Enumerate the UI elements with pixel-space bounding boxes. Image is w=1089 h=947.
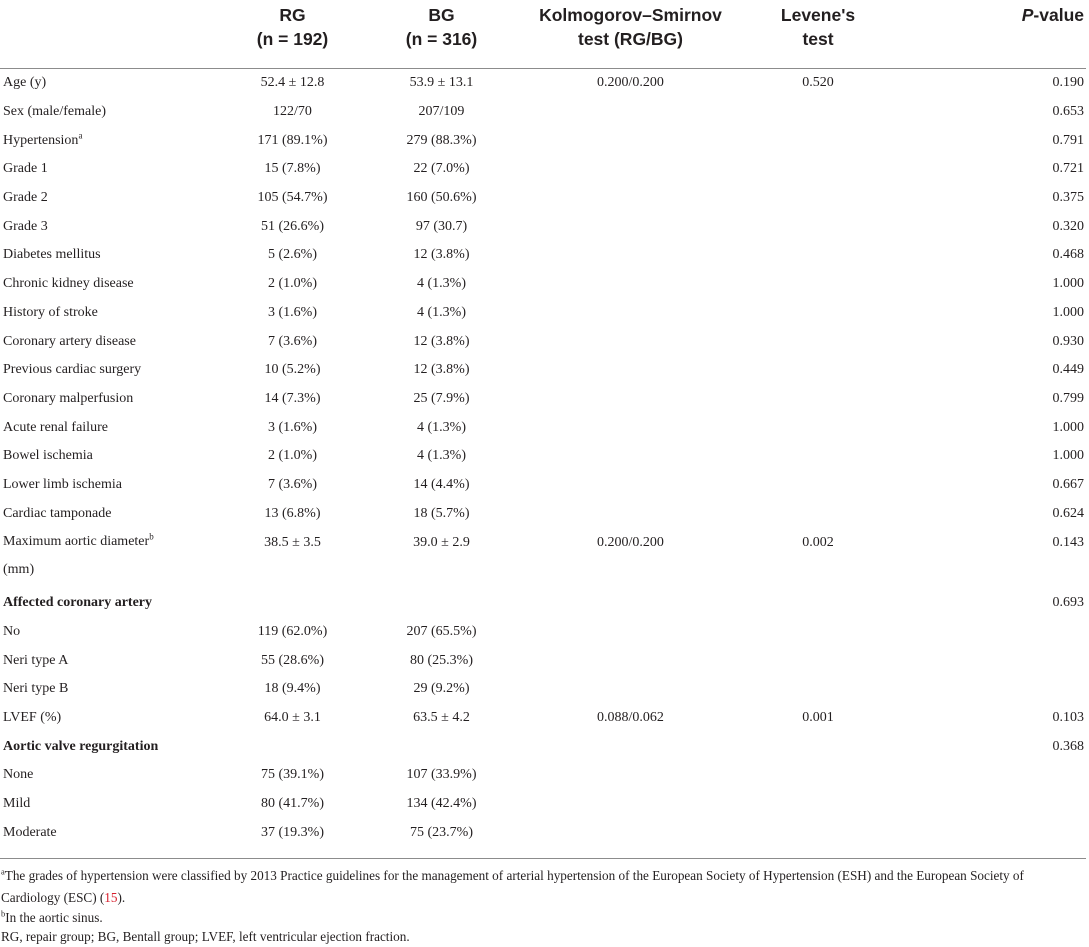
levene-test-cell: 0.001 [802,710,834,726]
row-label: Neri type B [3,681,69,697]
p-value-cell [898,761,1086,790]
ks-test-cell [523,126,738,155]
levene-test-cell [738,385,898,414]
bg-value-cell [360,732,523,761]
row-label-cell [0,212,225,241]
levene-test-cell [738,155,898,184]
bg-value-cell: 107 (33.9%) [406,767,477,783]
ks-test-cell [523,675,738,704]
p-value-cell [898,790,1086,819]
rg-value-cell: 51 (26.6%) [261,218,324,234]
ks-test-cell [523,299,738,328]
bg-value-cell: 53.9 ± 13.1 [409,75,474,91]
ks-test-cell [523,212,738,241]
row-label-cell [0,270,225,299]
levene-test-cell [738,270,898,299]
table-row [0,528,1086,589]
levene-test-cell [738,327,898,356]
header-row [0,0,1086,69]
row-label: Coronary artery disease [3,333,136,349]
bg-value-cell: 4 (1.3%) [417,276,466,292]
ks-test-cell [523,819,738,848]
header-levene-sub: test [802,29,834,49]
p-value-cell: 0.368 [1052,738,1084,754]
header-levene [738,0,898,69]
row-label-cell [0,646,225,675]
bg-value-cell: 207/109 [418,104,465,120]
ks-test-cell [523,155,738,184]
levene-test-cell [738,499,898,528]
rg-value-cell: 3 (1.6%) [268,419,317,435]
p-value-cell: 0.721 [1052,161,1084,177]
p-value-cell: 0.930 [1052,333,1084,349]
p-value-cell: 0.103 [1052,710,1084,726]
p-value-cell: 0.667 [1052,476,1084,492]
row-label-cell [0,704,225,733]
row-label-cell [0,98,225,127]
rg-value-cell: 105 (54.7%) [257,190,328,206]
rg-value-cell: 75 (39.1%) [261,767,324,783]
rg-value-cell: 15 (7.8%) [264,161,321,177]
footnote-a-marker: a [1,866,5,877]
table-row [0,819,1086,848]
ks-test-cell [523,413,738,442]
row-label-cell [0,819,225,848]
levene-test-cell [738,356,898,385]
table-row [0,761,1086,790]
ks-test-cell [523,241,738,270]
rg-value-cell: 64.0 ± 3.1 [264,710,321,726]
row-label-cell [0,69,225,98]
row-label-cell [0,528,225,589]
table-row [0,126,1086,155]
levene-test-cell: 0.002 [802,535,834,550]
bg-value-cell: 4 (1.3%) [417,448,466,464]
p-value-cell: 0.791 [1052,132,1084,148]
row-label-cell [0,155,225,184]
rg-value-cell: 80 (41.7%) [261,796,324,812]
row-label: Hypertension [3,132,79,148]
levene-test-cell [738,675,898,704]
footnote-b-text: In the aortic sinus. [5,910,103,925]
rg-value-cell: 52.4 ± 12.8 [260,75,325,91]
ks-test-cell: 0.088/0.062 [597,710,664,726]
rg-value-cell: 7 (3.6%) [268,333,317,349]
ks-test-cell [523,790,738,819]
table-row [0,618,1086,647]
row-label: Sex (male/female) [3,104,107,120]
row-label-unit: (mm) [3,562,35,577]
row-label-cell [0,327,225,356]
row-label-cell [0,385,225,414]
p-value-cell [898,646,1086,675]
table-row [0,299,1086,328]
row-label: Cardiac tamponade [3,505,112,521]
rg-value-cell: 10 (5.2%) [264,362,321,378]
rg-value-cell: 14 (7.3%) [264,390,321,406]
ks-test-cell: 0.200/0.200 [597,535,664,550]
ks-test-cell [523,761,738,790]
levene-test-cell [738,761,898,790]
row-label-cell [0,499,225,528]
row-label: No [3,624,21,640]
header-p-suffix: -value [1033,5,1084,25]
footnote-a-close: ). [117,890,126,905]
levene-test-cell [738,184,898,213]
row-label: None [3,767,34,783]
p-value-cell: 0.799 [1052,390,1084,406]
bg-value-cell: 18 (5.7%) [413,505,470,521]
bg-value-cell [360,589,523,618]
rg-value-cell: 13 (6.8%) [264,505,321,521]
ks-test-cell [523,646,738,675]
rg-value-cell: 3 (1.6%) [268,304,317,320]
row-label-cell [0,761,225,790]
table-row [0,327,1086,356]
header-bg [360,0,523,69]
levene-test-cell [738,589,898,618]
row-label: Moderate [3,824,57,840]
rg-value-cell: 122/70 [273,104,312,120]
table-row [0,499,1086,528]
row-label-cell [0,471,225,500]
row-label: Coronary malperfusion [3,390,134,406]
header-label-column [0,0,225,69]
row-label: Grade 1 [3,161,48,177]
ks-test-cell [523,499,738,528]
header-ks-title: Kolmogorov–Smirnov [539,5,722,25]
row-label: Age (y) [3,75,47,91]
p-value-cell: 0.468 [1052,247,1084,263]
ks-test-cell [523,471,738,500]
table-row [0,98,1086,127]
p-value-cell: 1.000 [1052,448,1084,464]
table-row [0,589,1086,618]
table-row [0,69,1086,98]
rg-value-cell: 18 (9.4%) [264,681,321,697]
row-label: Maximum aortic diameter [3,534,150,549]
footnote-divider [0,858,1086,859]
header-bg-title: BG [428,5,455,25]
p-value-cell [898,675,1086,704]
table-row [0,732,1086,761]
p-value-cell: 0.653 [1052,104,1084,120]
table-row [0,270,1086,299]
bg-value-cell: 80 (25.3%) [410,652,473,668]
rg-value-cell: 2 (1.0%) [268,448,317,464]
levene-test-cell [738,618,898,647]
header-rg-n: (n = 192) [256,29,329,49]
row-label-cell [0,413,225,442]
bg-value-cell: 29 (9.2%) [413,681,470,697]
section-heading-cell [0,732,225,761]
bg-value-cell: 134 (42.4%) [406,796,477,812]
bg-value-cell: 63.5 ± 4.2 [413,710,470,726]
reference-link-15[interactable]: 15 [104,890,118,905]
header-levene-title: Levene's [780,5,856,25]
row-label: Neri type A [3,652,69,668]
p-value-cell: 0.693 [1052,595,1084,611]
table-row [0,184,1086,213]
levene-test-cell [738,299,898,328]
row-label-cell [0,442,225,471]
ks-test-cell [523,98,738,127]
ks-test-cell [523,618,738,647]
bg-value-cell: 160 (50.6%) [406,190,477,206]
row-label: Acute renal failure [3,419,108,435]
p-value-cell: 1.000 [1052,304,1084,320]
table-row [0,646,1086,675]
rg-value-cell: 7 (3.6%) [268,476,317,492]
table-body [0,69,1086,848]
footnote-marker: b [149,531,154,542]
table-row [0,241,1086,270]
row-label: Lower limb ischemia [3,476,122,492]
ks-test-cell [523,327,738,356]
row-label: Affected coronary artery [3,595,153,611]
header-ks [523,0,738,69]
table-row [0,385,1086,414]
table-row [0,413,1086,442]
bg-value-cell: 14 (4.4%) [413,476,470,492]
bg-value-cell: 22 (7.0%) [413,161,470,177]
rg-value-cell: 119 (62.0%) [257,624,328,640]
levene-test-cell [738,646,898,675]
levene-test-cell: 0.520 [802,75,834,91]
bg-value-cell: 25 (7.9%) [413,390,470,406]
row-label: LVEF (%) [3,710,62,726]
row-label: Aortic valve regurgitation [3,738,159,754]
p-value-cell: 1.000 [1052,419,1084,435]
ks-test-cell [523,732,738,761]
row-label-cell [0,241,225,270]
ks-test-cell [523,356,738,385]
levene-test-cell [738,126,898,155]
rg-value-cell: 38.5 ± 3.5 [264,535,321,550]
bg-value-cell: 12 (3.8%) [413,362,470,378]
header-p-italic: P [1021,5,1034,25]
p-value-cell: 0.449 [1052,362,1084,378]
levene-test-cell [738,790,898,819]
p-value-cell: 0.320 [1052,218,1084,234]
rg-value-cell: 2 (1.0%) [268,276,317,292]
table-row [0,155,1086,184]
table-row [0,212,1086,241]
row-label-cell [0,126,225,155]
section-heading-cell [0,589,225,618]
bg-value-cell: 12 (3.8%) [413,247,470,263]
levene-test-cell [738,413,898,442]
p-value-cell: 1.000 [1052,276,1084,292]
row-label: Previous cardiac surgery [3,362,142,378]
bg-value-cell: 4 (1.3%) [417,419,466,435]
ks-test-cell [523,442,738,471]
p-value-cell: 0.190 [1052,75,1084,91]
rg-value-cell: 55 (28.6%) [261,652,324,668]
levene-test-cell [738,442,898,471]
rg-value-cell: 171 (89.1%) [257,132,328,148]
bg-value-cell: 39.0 ± 2.9 [413,535,470,550]
row-label: Mild [3,796,31,812]
footnote-abbreviations: RG, repair group; BG, Bentall group; LVEF, left ventricular ejection fraction. [1,929,410,944]
levene-test-cell [738,819,898,848]
levene-test-cell [738,98,898,127]
table-row [0,471,1086,500]
table-row [0,675,1086,704]
row-label: Chronic kidney disease [3,276,134,292]
levene-test-cell [738,471,898,500]
footnote-a [1,865,1085,909]
header-bg-n: (n = 316) [405,29,478,49]
table-header [0,0,1086,69]
row-label: Diabetes mellitus [3,247,101,263]
row-label-cell [0,790,225,819]
ks-test-cell [523,270,738,299]
row-label-cell [0,356,225,385]
bg-value-cell: 12 (3.8%) [413,333,470,349]
ks-test-cell: 0.200/0.200 [597,75,664,91]
rg-value-cell [225,732,360,761]
row-label: History of stroke [3,304,98,320]
levene-test-cell [738,212,898,241]
p-value-cell [898,618,1086,647]
footnote-b [1,907,1085,929]
rg-value-cell [225,589,360,618]
footnote-marker: a [78,130,83,141]
p-value-cell [898,819,1086,848]
row-label-cell [0,299,225,328]
bg-value-cell: 97 (30.7) [415,218,468,234]
p-value-cell: 0.143 [1052,535,1084,550]
row-label: Bowel ischemia [3,448,93,464]
ks-test-cell [523,589,738,618]
rg-value-cell: 5 (2.6%) [268,247,317,263]
bg-value-cell: 75 (23.7%) [410,824,473,840]
row-label: Grade 2 [3,190,48,206]
table-row [0,790,1086,819]
bg-value-cell: 207 (65.5%) [406,624,477,640]
table-row [0,442,1086,471]
table-row [0,704,1086,733]
rg-value-cell: 37 (19.3%) [261,824,324,840]
row-label-cell [0,675,225,704]
footnote-b-marker: b [1,908,6,919]
row-label-cell [0,618,225,647]
header-rg [225,0,360,69]
footnote-a-text: The grades of hypertension were classified by 2013 Practice guidelines for the management of arterial hypertension of the European Society of Hypertension (ESH) and the European Society of Cardiology (ESC) ( [1,868,1024,905]
row-label: Grade 3 [3,218,48,234]
table-row [0,356,1086,385]
bg-value-cell: 279 (88.3%) [406,132,477,148]
header-rg-title: RG [279,5,306,25]
p-value-cell: 0.624 [1052,505,1084,521]
header-ks-sub: test (RG/BG) [578,29,683,49]
row-label-cell [0,184,225,213]
levene-test-cell [738,732,898,761]
p-value-cell: 0.375 [1052,190,1084,206]
header-p-value [898,0,1086,69]
ks-test-cell [523,385,738,414]
ks-test-cell [523,184,738,213]
bg-value-cell: 4 (1.3%) [417,304,466,320]
levene-test-cell [738,241,898,270]
